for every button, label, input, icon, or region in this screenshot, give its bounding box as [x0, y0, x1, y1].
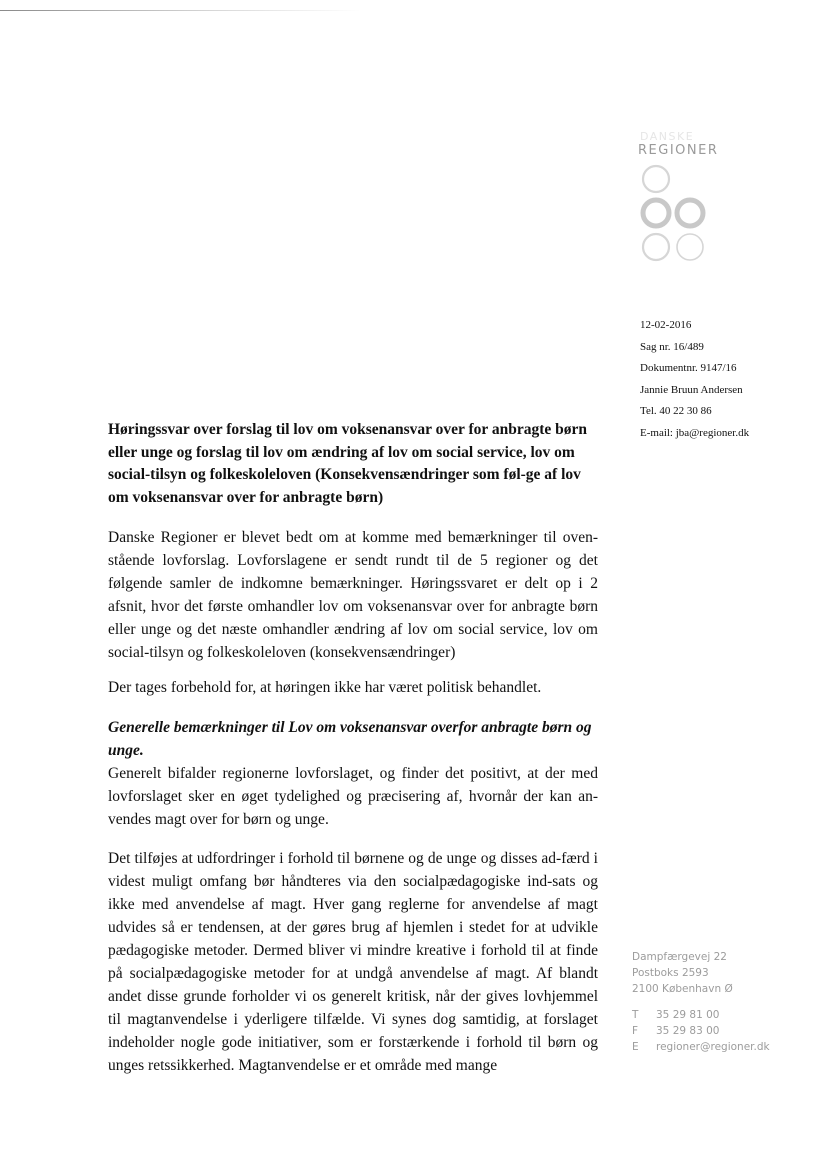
danske-regioner-logo [636, 130, 756, 275]
logo-text-regioner: REGIONER [638, 143, 719, 158]
footer-email-row [632, 1039, 770, 1055]
logo-circle [677, 234, 703, 260]
footer-phone: 35 29 81 00 [656, 1009, 720, 1021]
logo-circles-icon [636, 163, 716, 273]
logo-circle [677, 200, 703, 226]
footer-fax-label: F [632, 1025, 639, 1037]
meta-email: E-mail: jba@regioner.dk [640, 426, 750, 439]
logo-circle [643, 200, 669, 226]
footer-street: Dampfærgevej 22 [632, 951, 727, 963]
meta-contact-name: Jannie Bruun Andersen [640, 383, 743, 396]
meta-phone: Tel. 40 22 30 86 [640, 405, 712, 417]
footer-phone-label: T [632, 1009, 639, 1021]
logo-text-danske: DANSKE [640, 130, 695, 143]
paragraph-intro: Danske Regioner er blevet bedt om at komme med bemærkninger til oven-stående lovforslag. Lovforslagene er sendt rundt til de 5 regioner og det følgende samler de indkomne bemærkninger. Høringssvaret er delt op i 2 afsnit, hvor det første omhandler lov om voksenansvar over for anbragte børn eller unge og det næste omhandler ændring af lov om social service, lov om social-tilsyn og folkeskoleloven (konsekvensændringer) [108, 529, 598, 661]
document-meta [640, 315, 749, 444]
footer-fax-row [632, 1023, 770, 1039]
footer-email-label: E [632, 1041, 639, 1053]
section-heading: Generelle bemærkninger til Lov om voksenansvar overfor anbragte børn og unge. [108, 719, 592, 759]
footer-phone-row [632, 1007, 770, 1023]
address-footer [632, 949, 770, 1055]
meta-document-number: Dokumentnr. 9147/16 [640, 362, 737, 374]
footer-fax: 35 29 83 00 [656, 1025, 720, 1037]
paragraph-reservation: Der tages forbehold for, at høringen ikke har været politisk behandlet. [108, 679, 542, 696]
footer-city: 2100 København Ø [632, 983, 733, 995]
document-title: Høringssvar over forslag til lov om voksenansvar over for anbragte børn eller unge og forslag til lov om ændring af lov om social service, lov om social-tilsyn og folkeskoleloven (Konsekvensændringer som føl-ge af lov om voksenansvar over for anbragte børn) [108, 421, 588, 506]
paragraph-general: Generelt bifalder regionerne lovforslaget, og finder det positivt, at der med lovforslaget sker en øget tydelighed og præcisering af, hvornår der kan an-vendes magt over for børn og unge. [108, 765, 598, 828]
paragraph-challenges: Det tilføjes at udfordringer i forhold til børnene og de unge og disses ad-færd i videst muligt omfang bør håndteres via den socialpædagogiske ind-sats og ikke med anvendelse af magt. Hver gang reglerne for anvendelse af magt udvides så er tendensen, at der gøres brug af hjemlen i stedet for at udvikle pædagogiske metoder. Dermed bliver vi mindre kreative i forhold til at finde på socialpædagogiske metoder for at undgå anvendelse af magt. Af blandt andet disse grunde forholder vi os generelt kritisk, når der gives lovhjemmel til magtanvendelse i yderligere tilfælde. Vi synes dog samtidig, at forslaget indeholder nogle gode initiativer, som er forstærkende i forhold til børn og unges retssikkerhed. Magtanvendelse er et område med mange [108, 850, 598, 1074]
scan-edge-line [0, 10, 360, 11]
logo-circle [643, 234, 669, 260]
logo-circle [643, 166, 669, 192]
footer-email: regioner@regioner.dk [656, 1041, 770, 1053]
footer-postbox: Postboks 2593 [632, 967, 709, 979]
meta-case-number: Sag nr. 16/489 [640, 340, 704, 353]
meta-date: 12-02-2016 [640, 319, 692, 331]
